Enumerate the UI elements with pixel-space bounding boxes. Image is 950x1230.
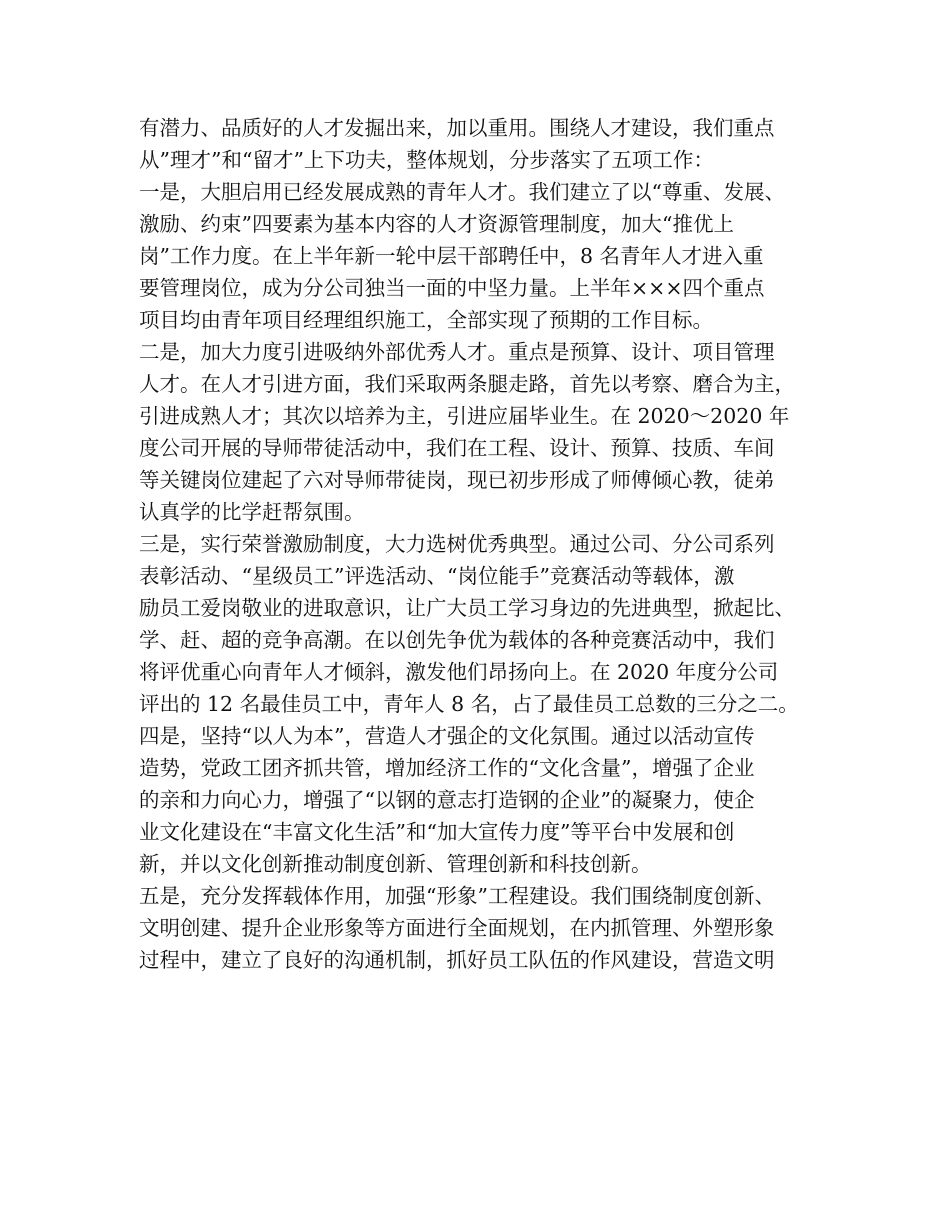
text-line: 有潜力、品质好的人才发掘出来，加以重用。围绕人才建设，我们重点 <box>139 116 775 140</box>
text-line: 过程中，建立了良好的沟通机制，抓好员工队伍的作风建设，营造文明 <box>139 948 775 972</box>
text-line: 新，并以文化创新推动制度创新、管理创新和科技创新。 <box>139 852 652 876</box>
text-line: 的亲和力向心力，增强了“以钢的意志打造钢的企业”的凝聚力，使企 <box>139 788 755 812</box>
text-line: 五是，充分发挥载体作用，加强“形象”工程建设。我们围绕制度创新、 <box>139 884 775 908</box>
text-line: 二是，加大力度引进吸纳外部优秀人才。重点是预算、设计、项目管理 <box>139 340 775 364</box>
text-line: 文明创建、提升企业形象等方面进行全面规划，在内抓管理、外塑形象 <box>139 916 775 940</box>
text-line: 度公司开展的导师带徒活动中，我们在工程、设计、预算、技质、车间 <box>139 436 775 460</box>
text-line: 激励、约束”四要素为基本内容的人才资源管理制度，加大“推优上 <box>139 212 734 236</box>
text-line: 一是，大胆启用已经发展成熟的青年人才。我们建立了以“尊重、发展、 <box>139 180 785 204</box>
text-line: 三是，实行荣誉激励制度，大力选树优秀典型。通过公司、分公司系列 <box>139 532 775 556</box>
text-line: 造势，党政工团齐抓共管，增加经济工作的“文化含量”，增强了企业 <box>139 756 755 780</box>
text-line: 四是，坚持“以人为本”，营造人才强企的文化氛围。通过以活动宣传 <box>139 724 755 748</box>
text-line: 励员工爱岗敬业的进取意识，让广大员工学习身边的先进典型，掀起比、 <box>139 596 795 620</box>
text-line: 要管理岗位，成为分公司独当一面的中坚力量。上半年×××四个重点 <box>139 276 765 300</box>
text-line: 岗”工作力度。在上半年新一轮中层干部聘任中，8 名青年人才进入重 <box>139 244 764 268</box>
text-line: 认真学的比学赶帮氛围。 <box>139 500 365 524</box>
text-line: 将评优重心向青年人才倾斜，激发他们昂扬向上。在 2020 年度分公司 <box>139 660 779 684</box>
text-line: 项目均由青年项目经理组织施工，全部实现了预期的工作目标。 <box>139 308 713 332</box>
text-line: 从”理才”和“留才”上下功夫，整体规划，分步落实了五项工作： <box>139 148 714 172</box>
text-line: 等关键岗位建起了六对导师带徒岗，现已初步形成了师傅倾心教，徒弟 <box>139 468 775 492</box>
text-line: 业文化建设在“丰富文化生活”和“加大宣传力度”等平台中发展和创 <box>139 820 735 844</box>
text-line: 学、赶、超的竞争高潮。在以创先争优为载体的各种竞赛活动中，我们 <box>139 628 775 652</box>
text-line: 引进成熟人才；其次以培养为主，引进应届毕业生。在 2020～2020 年 <box>139 404 790 428</box>
text-line: 表彰活动、“星级员工”评选活动、“岗位能手”竞赛活动等载体，激 <box>139 564 735 588</box>
text-line: 评出的 12 名最佳员工中，青年人 8 名，占了最佳员工总数的三分之二。 <box>139 692 799 716</box>
text-line: 人才。在人才引进方面，我们采取两条腿走路，首先以考察、磨合为主， <box>139 372 795 396</box>
